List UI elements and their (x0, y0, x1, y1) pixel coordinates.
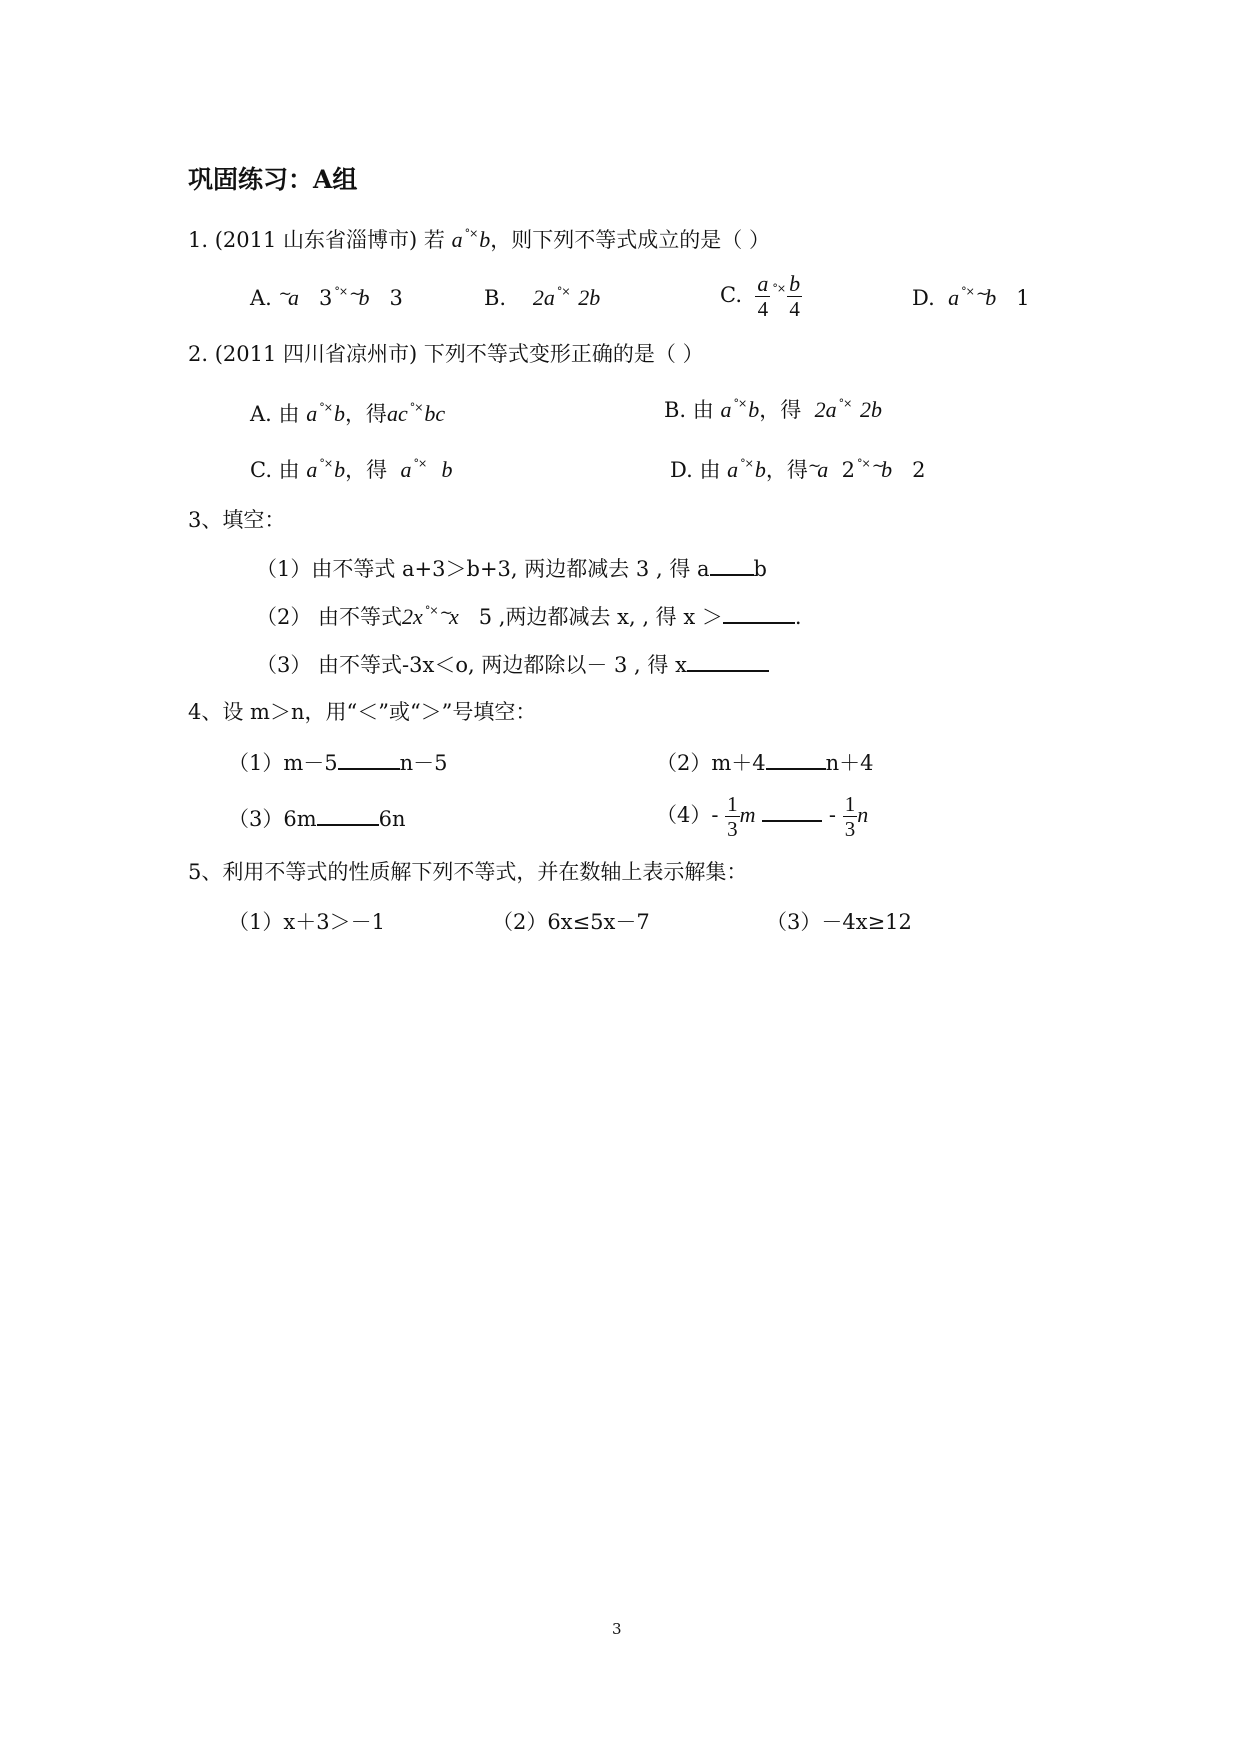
q5-part-1: （1）x＋3＞－1 (228, 910, 385, 934)
q2-option-d: D. 由 a °×b，得~a 2 °× ~b 2 (670, 456, 926, 482)
q5-part-2: （2）6x≤5x－7 (492, 910, 650, 934)
q1-option-d: D. a °× ~b 1 (912, 284, 1030, 310)
answer-blank[interactable] (766, 748, 826, 770)
answer-blank[interactable] (723, 602, 795, 624)
q2-option-a: A. 由 a °×b，得ac °×bc (250, 401, 446, 426)
fraction: $\frac{a}{4}$ (757, 271, 769, 321)
q1-option-a: A. ~a 3 °× ~b 3 (250, 284, 403, 310)
section-title: 巩固练习：A组 (188, 165, 358, 194)
answer-blank[interactable] (338, 748, 400, 770)
q4-part-3: （3）6m 6n (228, 804, 406, 833)
q3-part-3: （3） 由不等式-3x＜o, 两边都除以－ 3 , 得 x (256, 650, 769, 679)
q3-stem: 3、填空： (188, 508, 286, 532)
q2-stem: 2. (2011 四川省凉州市) 下列不等式变形正确的是（ ） (188, 342, 704, 366)
q5-stem: 5、利用不等式的性质解下列不等式，并在数轴上表示解集： (188, 860, 748, 884)
q5-part-3: （3）－4x≥12 (766, 910, 912, 934)
q2-option-b: B. 由 a °×b，得 2a °× 2b (664, 397, 882, 422)
q3-part-1: （1）由不等式 a+3＞b+3, 两边都减去 3 , 得 a b (256, 554, 767, 583)
q4-part-1: （1）m－5 n－5 (228, 748, 448, 777)
q2-option-c: C. 由 a °×b，得 a °× b (250, 457, 453, 482)
q3-part-2: （2） 由不等式2x °× ~x 5 ,两边都减去 x, , 得 x ＞ . (256, 603, 802, 629)
page-number: 3 (612, 1620, 622, 1638)
fraction: $\frac{1}{3}$ (844, 792, 856, 841)
answer-blank[interactable] (317, 804, 379, 826)
answer-blank[interactable] (687, 650, 769, 672)
fraction: $\frac{1}{3}$ (727, 792, 738, 841)
answer-blank[interactable] (762, 800, 822, 822)
q4-stem: 4、设 m＞n，用“＜”或“＞”号填空： (188, 700, 537, 724)
q1-option-c: C. $\frac{a}{4}$ °× $\frac{b}{4}$ (720, 271, 801, 321)
q1-option-b: B. 2a °× 2b (484, 285, 601, 310)
q1-stem: 1. (2011 山东省淄博市) 若 a °×b，则下列不等式成立的是（ ） (188, 227, 770, 252)
answer-blank[interactable] (710, 554, 754, 576)
fraction: $\frac{b}{4}$ (789, 271, 801, 321)
q4-part-2: （2）m＋4 n＋4 (656, 748, 874, 777)
q4-part-4: （4）- $\frac{1}{3}$ m - $\frac{1}{3}$ n (656, 792, 869, 841)
